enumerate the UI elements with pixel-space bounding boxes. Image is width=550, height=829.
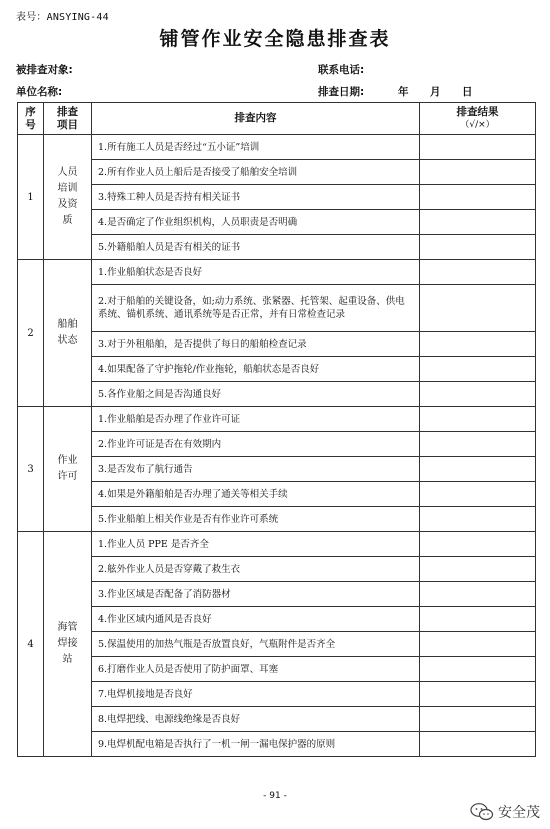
check-item: 2.所有作业人员上船后是否接受了船舶安全培训: [92, 160, 420, 185]
check-item: 4.作业区域内通风是否良好: [92, 607, 420, 632]
result-cell[interactable]: [420, 160, 536, 185]
check-item: 5.作业船舶上相关作业是否有作业许可系统: [92, 507, 420, 532]
table-row: [18, 432, 536, 457]
result-cell[interactable]: [420, 432, 536, 457]
table-row: [18, 732, 536, 757]
contact-phone-label: 联系电话:: [318, 64, 365, 76]
date-fields: [398, 84, 473, 99]
wechat-icon: [470, 803, 494, 821]
table-row: [18, 185, 536, 210]
section-category-label: 海管焊接站: [57, 622, 78, 665]
check-item: 5.保温使用的加热气瓶是否放置良好，气瓶附件是否齐全: [92, 632, 420, 657]
result-cell[interactable]: [420, 532, 536, 557]
result-cell[interactable]: [420, 285, 536, 332]
result-cell[interactable]: [420, 382, 536, 407]
month-label: 月: [430, 86, 441, 98]
header-no: 序号: [18, 103, 44, 135]
result-cell[interactable]: [420, 482, 536, 507]
table-row: [18, 482, 536, 507]
table-row: [18, 582, 536, 607]
check-item: 8.电焊把线、电源线绝缘是否良好: [92, 707, 420, 732]
result-cell[interactable]: [420, 235, 536, 260]
result-cell[interactable]: [420, 707, 536, 732]
check-item: 1.作业船舶状态是否良好: [92, 260, 420, 285]
result-cell[interactable]: [420, 260, 536, 285]
section-number: 3: [18, 407, 44, 532]
unit-name-label: 单位名称:: [16, 86, 63, 98]
result-cell[interactable]: [420, 407, 536, 432]
table-row: [18, 682, 536, 707]
table-row: [18, 407, 536, 432]
table-row: [18, 707, 536, 732]
result-cell[interactable]: [420, 357, 536, 382]
inspected-target-label: 被排查对象:: [16, 64, 73, 76]
result-cell[interactable]: [420, 507, 536, 532]
table-row: [18, 632, 536, 657]
check-item: 2.对于船舶的关键设备，如;动力系统、张紧器、托管架、起重设备、供电系统、锚机系统、通讯系统等是否正常，并有日常检查记录: [92, 285, 420, 332]
check-item: 4.是否确定了作业组织机构，人员职责是否明确: [92, 210, 420, 235]
table-row: [18, 332, 536, 357]
year-label: 年: [398, 86, 409, 98]
table-row: [18, 507, 536, 532]
section-number: 4: [18, 532, 44, 757]
result-cell[interactable]: [420, 135, 536, 160]
check-item: 9.电焊机配电箱是否执行了一机一闸一漏电保护器的原则: [92, 732, 420, 757]
check-item: 6.打磨作业人员是否使用了防护面罩、耳塞: [92, 657, 420, 682]
table-row: [18, 357, 536, 382]
header-content: 排查内容: [92, 103, 420, 135]
header-result: 排查结果 （√/×）: [420, 103, 536, 135]
check-item: 2.舷外作业人员是否穿戴了救生衣: [92, 557, 420, 582]
result-cell[interactable]: [420, 632, 536, 657]
result-cell[interactable]: [420, 457, 536, 482]
section-number: 1: [18, 135, 44, 260]
check-item: 3.作业区域是否配备了消防器材: [92, 582, 420, 607]
check-item: 1.作业船舶是否办理了作业许可证: [92, 407, 420, 432]
section-category-label: 作业许可: [57, 455, 78, 482]
table-row: [18, 160, 536, 185]
form-number: 表号：ANSYING-44: [16, 12, 109, 23]
page-number: - 91 -: [263, 791, 287, 801]
header-item: 排查项目: [44, 103, 92, 135]
section-category: [44, 135, 92, 260]
table-row: [18, 135, 536, 160]
result-cell[interactable]: [420, 657, 536, 682]
result-cell[interactable]: [420, 682, 536, 707]
table-row: [18, 657, 536, 682]
table-header-row: [18, 103, 536, 135]
section-category-label: 人员培训及资质: [57, 167, 78, 226]
table-row: [18, 210, 536, 235]
day-label: 日: [462, 86, 473, 98]
table-row: [18, 557, 536, 582]
table-row: [18, 607, 536, 632]
section-number: 2: [18, 260, 44, 407]
result-cell[interactable]: [420, 332, 536, 357]
table-row: [18, 235, 536, 260]
check-item: 5.各作业船之间是否沟通良好: [92, 382, 420, 407]
section-category-label: 船舶状态: [57, 319, 78, 346]
section-category: [44, 260, 92, 407]
check-item: 5.外籍船舶人员是否有相关的证书: [92, 235, 420, 260]
watermark: [470, 802, 540, 822]
check-item: 7.电焊机接地是否良好: [92, 682, 420, 707]
inspection-table: [17, 102, 536, 757]
result-cell[interactable]: [420, 607, 536, 632]
check-item: 1.作业人员 PPE 是否齐全: [92, 532, 420, 557]
check-item: 1.所有施工人员是否经过“五小证”培训: [92, 135, 420, 160]
result-cell[interactable]: [420, 582, 536, 607]
result-cell[interactable]: [420, 210, 536, 235]
table-row: [18, 532, 536, 557]
table-row: [18, 285, 536, 332]
check-item: 3.对于外租船舶，是否提供了每日的船舶检查记录: [92, 332, 420, 357]
watermark-text: 安全茂: [498, 805, 540, 821]
table-row: [18, 457, 536, 482]
result-cell[interactable]: [420, 557, 536, 582]
result-cell[interactable]: [420, 185, 536, 210]
inspection-date-label: 排查日期:: [318, 86, 365, 98]
section-category: [44, 407, 92, 532]
check-item: 4.如果是外籍船舶是否办理了通关等相关手续: [92, 482, 420, 507]
result-cell[interactable]: [420, 732, 536, 757]
table-row: [18, 382, 536, 407]
check-item: 3.特殊工种人员是否持有相关证书: [92, 185, 420, 210]
page-title: 铺管作业安全隐患排查表: [159, 28, 391, 50]
check-item: 2.作业许可证是否在有效期内: [92, 432, 420, 457]
check-item: 3.是否发布了航行通告: [92, 457, 420, 482]
table-row: [18, 260, 536, 285]
check-item: 4.如果配备了守护拖轮/作业拖轮，船舶状态是否良好: [92, 357, 420, 382]
section-category: [44, 532, 92, 757]
